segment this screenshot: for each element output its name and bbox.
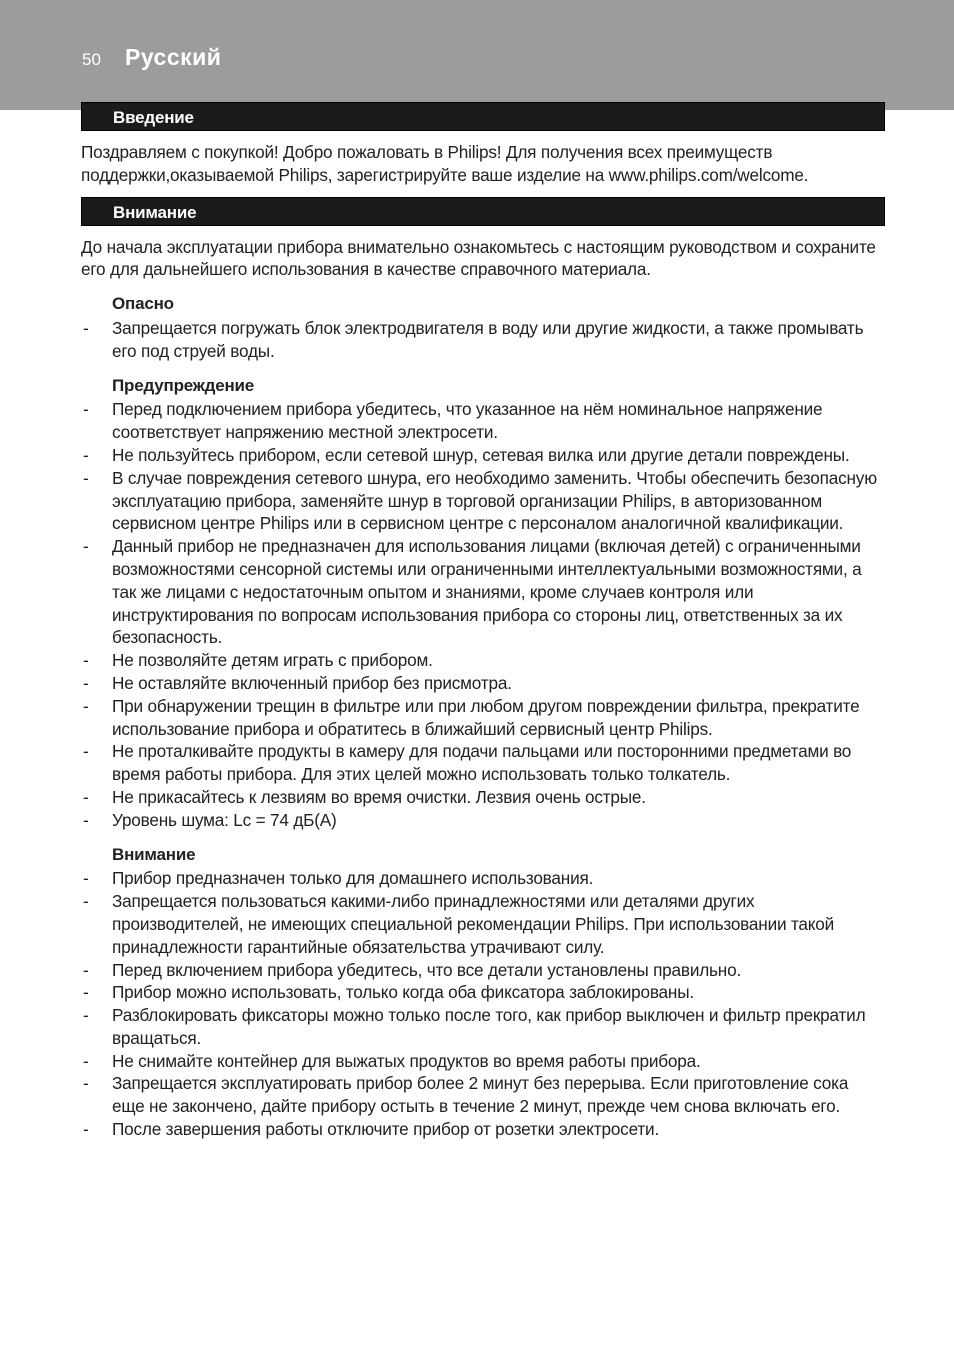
list-item: - Не оставляйте включенный прибор без присмотра. xyxy=(81,672,885,695)
caution-heading: Внимание xyxy=(112,844,196,864)
list-item: - Запрещается погружать блок электродвигателя в воду или другие жидкости, а также промывать его под струей воды. xyxy=(81,317,885,363)
list-item: - Прибор предназначен только для домашнего использования. xyxy=(81,867,885,890)
danger-list xyxy=(81,317,885,363)
list-item: - В случае повреждения сетевого шнура, его необходимо заменить. Чтобы обеспечить безопасную эксплуатацию прибора, заменяйте шнур в торговой организации Philips, в авторизованном сервисном центре Philips или в сервисном центре с персоналом аналогичной квалификации. xyxy=(81,467,885,535)
list-item: - Перед подключением прибора убедитесь, что указанное на нём номинальное напряжение соответствует напряжению местной электросети. xyxy=(81,398,885,444)
warning-heading: Предупреждение xyxy=(112,375,255,395)
list-item: - Не проталкивайте продукты в камеру для подачи пальцами или посторонними предметами во время работы прибора. Для этих целей можно использовать только толкатель. xyxy=(81,740,885,786)
list-item: - Не прикасайтесь к лезвиям во время очистки. Лезвия очень острые. xyxy=(81,786,885,809)
caution-list xyxy=(81,867,885,1141)
list-item: - Запрещается пользоваться какими-либо принадлежностями или деталями других производителей, не имеющих специальной рекомендации Philips. При использовании такой принадлежности гарантийные обязательства утрачивают силу. xyxy=(81,890,885,958)
section-heading-attention: Внимание xyxy=(81,197,885,226)
list-item: - Не позволяйте детям играть с прибором. xyxy=(81,649,885,672)
danger-heading: Опасно xyxy=(112,294,174,314)
header-band xyxy=(0,0,954,110)
list-item: - Перед включением прибора убедитесь, что все детали установлены правильно. xyxy=(81,959,885,982)
section-heading-intro: Введение xyxy=(81,102,885,131)
language-title: Русский xyxy=(125,44,222,70)
list-item: - Данный прибор не предназначен для использования лицами (включая детей) с ограниченными возможностями сенсорной системы или ограниченными интеллектуальными возможностями, а так же лицами с недостаточным опытом и знаниями, кроме случаев контроля или инструктирования по вопросам использования прибора со стороны лиц, ответственных за их безопасность. xyxy=(81,535,885,649)
intro-paragraph: Поздравляем с покупкой! Добро пожаловать в Philips! Для получения всех преимуществ поддержки,оказываемой Philips, зарегистрируйте ваше изделие на www.philips.com/welcome. xyxy=(81,142,809,185)
list-item: - Прибор можно использовать, только когда оба фиксатора заблокированы. xyxy=(81,981,885,1004)
list-item: - Не пользуйтесь прибором, если сетевой шнур, сетевая вилка или другие детали повреждены. xyxy=(81,444,885,467)
list-item: - Уровень шума: Lc = 74 дБ(А) xyxy=(81,809,885,832)
list-item: - При обнаружении трещин в фильтре или при любом другом повреждении фильтра, прекратите использование прибора и обратитесь в ближайший сервисный центр Philips. xyxy=(81,695,885,741)
list-item: - Не снимайте контейнер для выжатых продуктов во время работы прибора. xyxy=(81,1050,885,1073)
list-item: - Запрещается эксплуатировать прибор более 2 минут без перерыва. Если приготовление сока еще не закончено, дайте прибору остыть в течение 2 минут, прежде чем снова включать его. xyxy=(81,1072,885,1118)
warning-list xyxy=(81,398,885,831)
attention-paragraph: До начала эксплуатации прибора внимательно ознакомьтесь с настоящим руководством и сохраните его для дальнейшего использования в качестве справочного материала. xyxy=(81,236,876,280)
list-item: - Разблокировать фиксаторы можно только после того, как прибор выключен и фильтр прекратил вращаться. xyxy=(81,1004,885,1050)
page-content xyxy=(81,102,885,1141)
page-number: 50 xyxy=(82,50,101,69)
list-item: - После завершения работы отключите прибор от розетки электросети. xyxy=(81,1118,885,1141)
